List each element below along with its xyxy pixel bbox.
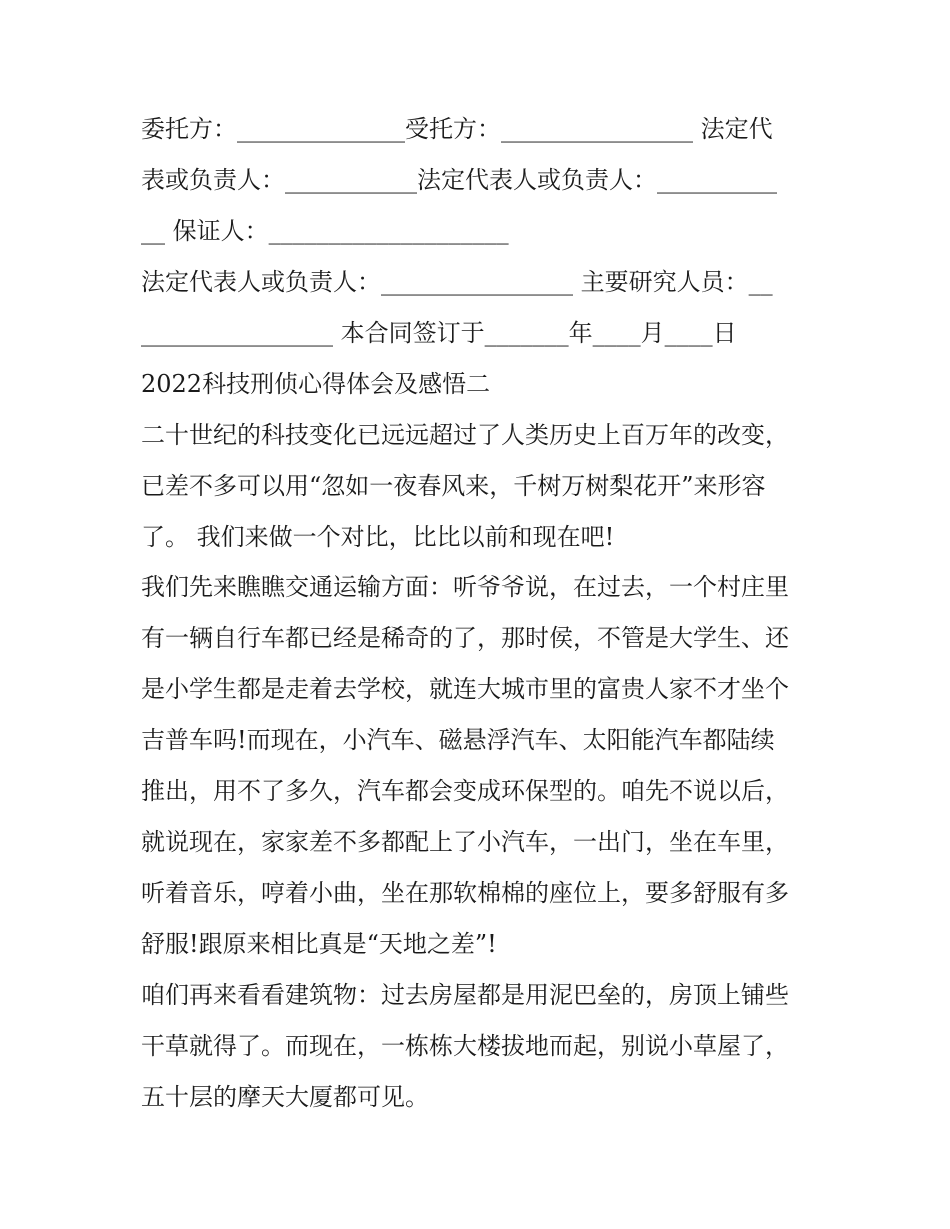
- paragraph-line: 是小学生都是走着去学校，就连大城市里的富贵人家不才坐个: [141, 675, 789, 703]
- paragraph-line: 二十世纪的科技变化已远远超过了人类历史上百万年的改变，: [141, 421, 789, 449]
- paragraph-line: 咱们再来看看建筑物：过去房屋都是用泥巴垒的，房顶上铺些: [141, 981, 789, 1009]
- essay-title: 2022科技刑侦心得体会及感悟二: [141, 370, 491, 398]
- paragraph-line: 有一辆自行车都已经是稀奇的了，那时侯，不管是大学生、还: [141, 624, 789, 652]
- paragraph-line: 已差不多可以用“忽如一夜春风来，千树万树梨花开”来形容: [141, 472, 766, 500]
- contract-line: 委托方：______________受托方：________________ 法定代: [141, 115, 773, 143]
- contract-line: 表或负责人：___________法定代表人或负责人：__________: [141, 166, 777, 194]
- paragraph-line: 干草就得了。而现在，一栋栋大楼拔地而起，别说小草屋了，: [141, 1032, 789, 1060]
- paragraph-line: 推出，用不了多久，汽车都会变成环保型的。咱先不说以后，: [141, 777, 789, 805]
- paragraph-line: 就说现在，家家差不多都配上了小汽车，一出门，坐在车里，: [141, 828, 789, 856]
- contract-line: 法定代表人或负责人：________________ 主要研究人员：__: [141, 268, 773, 296]
- paragraph-line: 我们先来瞧瞧交通运输方面：听爷爷说，在过去，一个村庄里: [141, 573, 789, 601]
- paragraph-line: 了。 我们来做一个对比，比比以前和现在吧!: [141, 523, 615, 551]
- paragraph-line: 五十层的摩天大厦都可见。: [141, 1083, 429, 1111]
- paragraph-line: 舒服!跟原来相比真是“天地之差”!: [141, 930, 497, 958]
- contract-line: ________________ 本合同签订于_______年____月____日: [141, 319, 737, 347]
- paragraph-line: 吉普车吗!而现在，小汽车、磁悬浮汽车、太阳能汽车都陆续: [141, 726, 775, 754]
- paragraph-line: 听着音乐，哼着小曲，坐在那软棉棉的座位上，要多舒服有多: [141, 879, 789, 907]
- contract-line: __ 保证人：____________________: [141, 217, 509, 245]
